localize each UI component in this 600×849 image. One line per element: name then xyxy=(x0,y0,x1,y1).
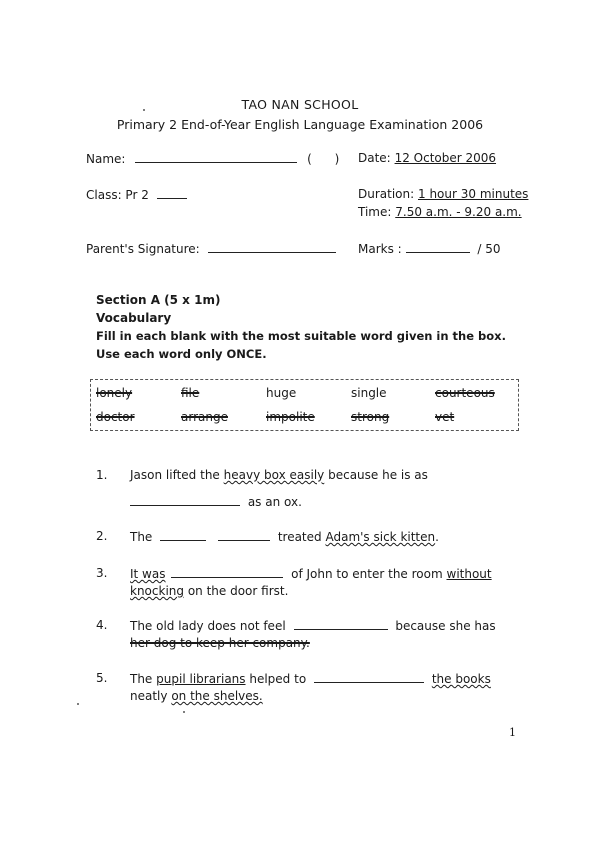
question-3-line-1: It was of John to enter the room without xyxy=(130,567,492,581)
school-name: TAO NAN SCHOOL xyxy=(241,97,359,112)
name-label: Name: xyxy=(86,152,126,166)
word-single: single xyxy=(351,386,387,400)
question-5-line-1: The pupil librarians helped to the books xyxy=(130,672,491,686)
question-2-underlined: Adam's sick kitten xyxy=(325,530,436,544)
question-2-blank-a[interactable] xyxy=(160,529,206,541)
duration-label: Duration: xyxy=(358,187,415,201)
class-blank[interactable] xyxy=(157,187,187,199)
name-row xyxy=(86,151,339,166)
question-3-number: 3. xyxy=(96,566,108,580)
register-number-paren: ( ) xyxy=(307,152,340,166)
question-4-blank[interactable] xyxy=(294,618,388,630)
signature-field xyxy=(86,241,336,256)
exam-title: Primary 2 End-of-Year English Language Examination 2006 xyxy=(116,117,484,132)
question-1-underlined: heavy box easily xyxy=(223,468,325,482)
marks-field xyxy=(358,241,501,256)
word-doctor: doctor xyxy=(96,410,135,424)
question-1-number: 1. xyxy=(96,468,108,482)
scan-speck xyxy=(183,711,185,713)
word-lonely: lonely xyxy=(96,386,133,400)
time-label: Time: xyxy=(358,205,392,219)
question-2-blank-b[interactable] xyxy=(218,529,270,541)
instruction-line-2: Use each word only ONCE. xyxy=(96,347,267,361)
page-number: 1 xyxy=(509,726,516,739)
word-vet: vet xyxy=(435,410,455,424)
marks-label: Marks : xyxy=(358,242,402,256)
question-5-blank[interactable] xyxy=(314,671,424,683)
question-1-line-2: as an ox. xyxy=(130,494,302,509)
word-courteous: courteous xyxy=(435,386,495,400)
scan-speck xyxy=(143,109,145,111)
duration-value: 1 hour 30 minutes xyxy=(418,187,529,201)
time-field xyxy=(358,205,522,219)
question-5-number: 5. xyxy=(96,671,108,685)
word-huge: huge xyxy=(266,386,297,400)
question-4-number: 4. xyxy=(96,618,108,632)
section-subtitle: Vocabulary xyxy=(96,311,172,325)
scan-speck xyxy=(77,703,79,705)
question-5-line-2: neatly on the shelves. xyxy=(130,689,263,703)
marks-blank[interactable] xyxy=(406,241,470,253)
section-title: Section A (5 x 1m) xyxy=(96,293,221,307)
marks-total: / 50 xyxy=(477,242,501,256)
time-value: 7.50 a.m. - 9.20 a.m. xyxy=(395,205,522,219)
question-3-line-2: knocking on the door first. xyxy=(130,584,289,598)
word-strong: strong xyxy=(351,410,390,424)
word-impolite: impolite xyxy=(266,410,315,424)
date-value: 12 October 2006 xyxy=(394,151,497,165)
date-field xyxy=(358,151,496,165)
word-file: file xyxy=(181,386,200,400)
class-label: Class: Pr 2 xyxy=(86,188,149,202)
question-3-blank[interactable] xyxy=(171,566,283,578)
date-label: Date: xyxy=(358,151,391,165)
question-1-blank[interactable] xyxy=(130,494,240,506)
question-1-line-1: Jason lifted the heavy box easily because he is as xyxy=(130,468,428,482)
question-4-line-1: The old lady does not feel because she has xyxy=(130,619,496,633)
word-arrange: arrange xyxy=(181,410,228,424)
name-blank[interactable] xyxy=(135,151,297,163)
duration-field xyxy=(358,187,528,201)
signature-blank[interactable] xyxy=(208,241,336,253)
signature-label: Parent's Signature: xyxy=(86,242,200,256)
question-2-number: 2. xyxy=(96,529,108,543)
question-4-line-2: her dog to keep her company. xyxy=(130,636,310,650)
question-2-line-1: The treated Adam's sick kitten. xyxy=(130,530,439,544)
instruction-line-1: Fill in each blank with the most suitable word given in the box. xyxy=(96,329,506,343)
class-field xyxy=(86,187,187,202)
